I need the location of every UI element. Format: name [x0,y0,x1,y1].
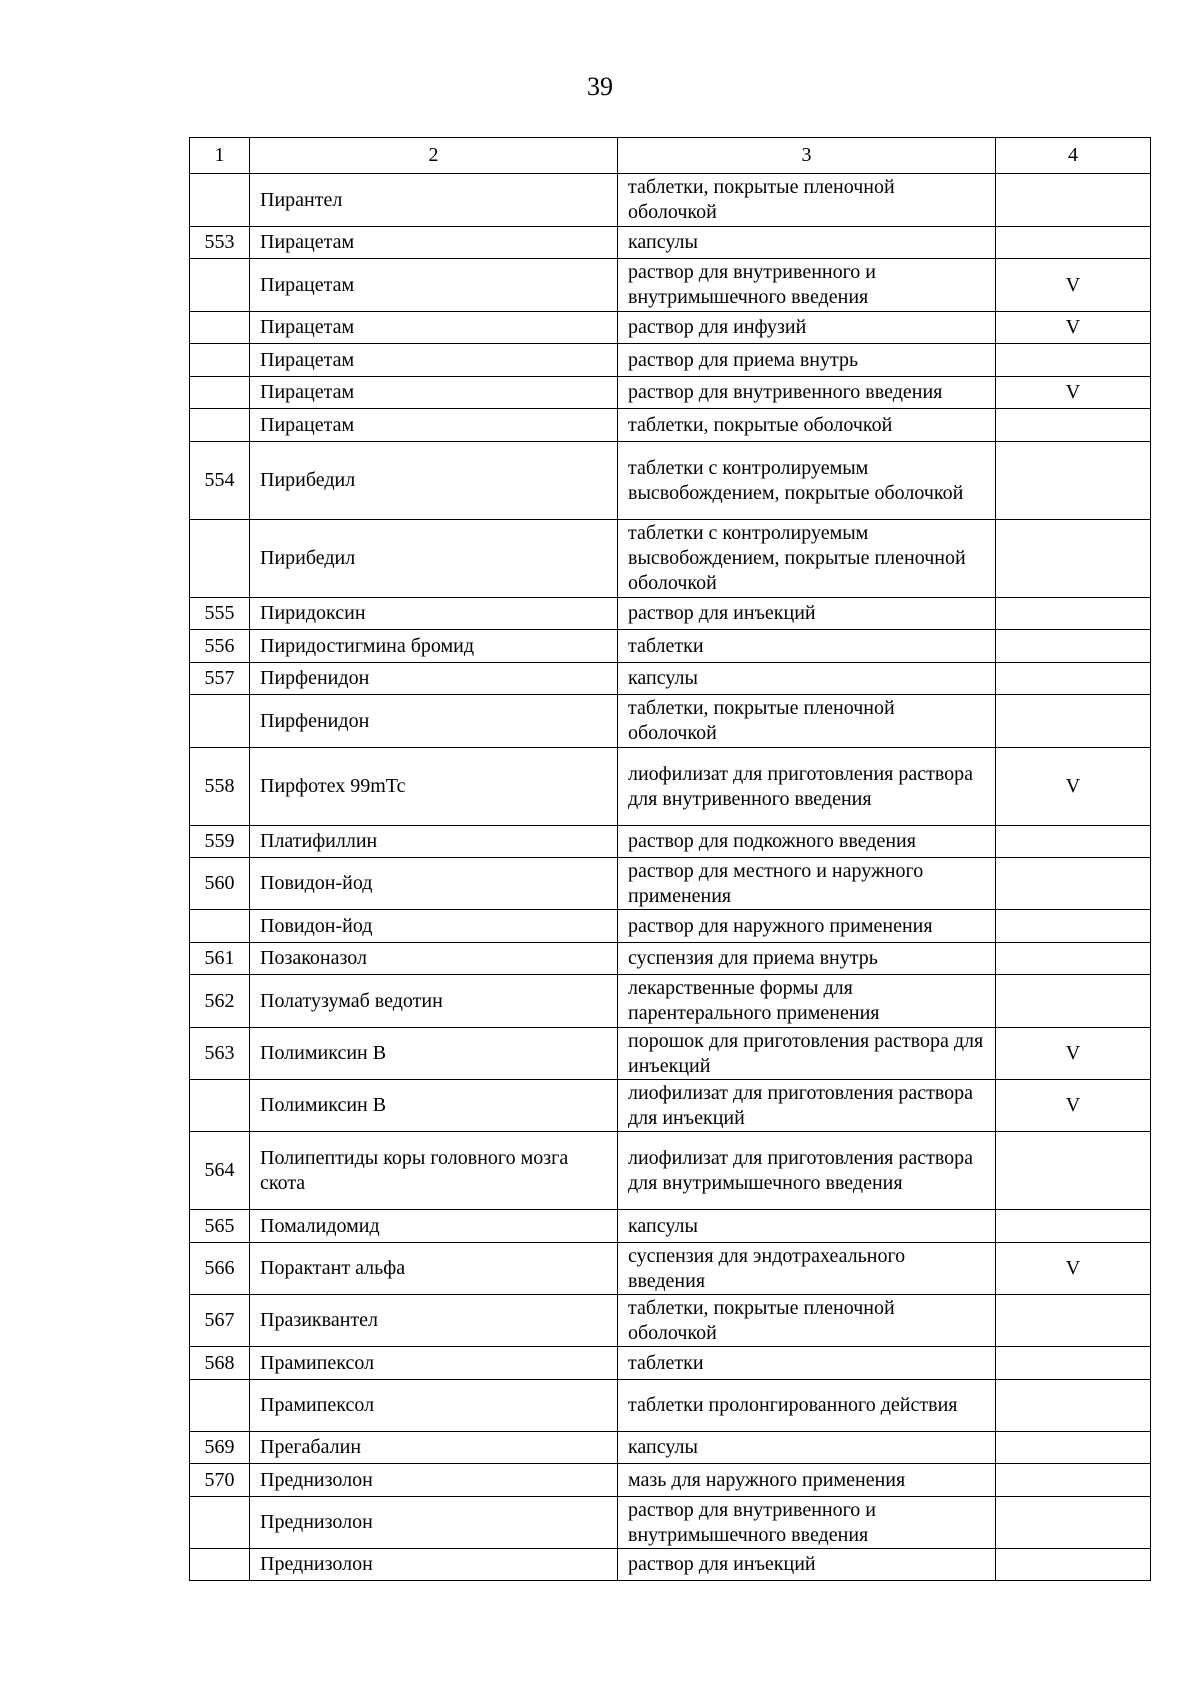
table-row [190,1080,1151,1132]
dosage-form-cell: раствор для внутривенного и внутримышечного введения [618,259,996,312]
row-number-cell [190,409,250,442]
mark-cell [996,1497,1151,1549]
drug-name-cell: Порактант альфа [250,1243,618,1295]
table-row [190,174,1151,227]
row-number-cell: 570 [190,1464,250,1497]
row-number-cell: 557 [190,663,250,695]
mark-cell [996,442,1151,520]
row-number-cell [190,910,250,943]
table-row [190,1464,1151,1497]
table-row [190,1380,1151,1432]
dosage-form-cell: раствор для инъекций [618,1549,996,1581]
mark-cell: V [996,259,1151,312]
dosage-form-cell: таблетки [618,630,996,663]
row-number-cell: 566 [190,1243,250,1295]
drug-name-cell: Помалидомид [250,1210,618,1243]
dosage-form-cell: таблетки, покрытые пленочной оболочкой [618,174,996,227]
dosage-form-cell: раствор для приема внутрь [618,344,996,377]
row-number-cell: 567 [190,1295,250,1347]
drug-name-cell: Пирантел [250,174,618,227]
mark-cell [996,943,1151,975]
dosage-form-cell: лиофилизат для приготовления раствора для инъекций [618,1080,996,1132]
drug-name-cell: Повидон-йод [250,910,618,943]
dosage-form-cell: суспензия для эндотрахеального введения [618,1243,996,1295]
row-number-cell: 569 [190,1432,250,1464]
dosage-form-cell: лиофилизат для приготовления раствора для внутримышечного введения [618,1132,996,1210]
table-row [190,975,1151,1028]
drug-name-cell: Прамипексол [250,1347,618,1380]
table-row [190,1497,1151,1549]
drug-name-cell: Полипептиды коры головного мозга скота [250,1132,618,1210]
table-row [190,1243,1151,1295]
drug-name-cell: Прамипексол [250,1380,618,1432]
drug-name-cell: Пиридостигмина бромид [250,630,618,663]
header-col-4: 4 [996,138,1151,174]
drug-name-cell: Пирацетам [250,344,618,377]
table-row [190,344,1151,377]
mark-cell [996,826,1151,858]
row-number-cell: 564 [190,1132,250,1210]
table-row [190,227,1151,259]
table-row [190,663,1151,695]
mark-cell [996,598,1151,630]
table-header-row [190,138,1151,174]
drug-name-cell: Пирацетам [250,312,618,344]
row-number-cell [190,1497,250,1549]
dosage-form-cell: раствор для местного и наружного применения [618,858,996,910]
table-body [190,174,1151,1581]
mark-cell [996,1380,1151,1432]
drug-name-cell: Платифиллин [250,826,618,858]
table-row [190,259,1151,312]
drug-name-cell: Пирфенидон [250,695,618,748]
table-row [190,858,1151,910]
mark-cell: V [996,377,1151,409]
drug-name-cell: Полимиксин В [250,1080,618,1132]
row-number-cell: 555 [190,598,250,630]
row-number-cell [190,344,250,377]
mark-cell [996,858,1151,910]
row-number-cell [190,1380,250,1432]
row-number-cell: 559 [190,826,250,858]
dosage-form-cell: таблетки, покрытые пленочной оболочкой [618,695,996,748]
row-number-cell [190,312,250,344]
dosage-form-cell: капсулы [618,1432,996,1464]
table-row [190,1549,1151,1581]
drug-name-cell: Преднизолон [250,1549,618,1581]
dosage-form-cell: лекарственные формы для парентерального применения [618,975,996,1028]
dosage-form-cell: раствор для инъекций [618,598,996,630]
row-number-cell [190,1080,250,1132]
dosage-form-cell: лиофилизат для приготовления раствора для внутривенного введения [618,748,996,826]
drug-name-cell: Пирфотех 99mTc [250,748,618,826]
row-number-cell: 556 [190,630,250,663]
table-row [190,695,1151,748]
drug-name-cell: Пирибедил [250,442,618,520]
mark-cell [996,174,1151,227]
row-number-cell: 568 [190,1347,250,1380]
row-number-cell: 558 [190,748,250,826]
drug-name-cell: Позаконазол [250,943,618,975]
drug-name-cell: Пирацетам [250,409,618,442]
row-number-cell [190,695,250,748]
row-number-cell: 553 [190,227,250,259]
drug-name-cell: Пиридоксин [250,598,618,630]
drug-name-cell: Пирфенидон [250,663,618,695]
page-number: 39 [587,72,613,101]
mark-cell [996,695,1151,748]
dosage-form-cell: порошок для приготовления раствора для инъекций [618,1028,996,1080]
drug-name-cell: Полатузумаб ведотин [250,975,618,1028]
dosage-form-cell: раствор для инфузий [618,312,996,344]
dosage-form-cell: раствор для внутривенного введения [618,377,996,409]
mark-cell [996,975,1151,1028]
drug-name-cell: Пирацетам [250,377,618,409]
row-number-cell [190,520,250,598]
table-row [190,312,1151,344]
table-row [190,910,1151,943]
table-row [190,943,1151,975]
mark-cell [996,520,1151,598]
table-row [190,1210,1151,1243]
table-row [190,377,1151,409]
table-row [190,1028,1151,1080]
mark-cell [996,1432,1151,1464]
mark-cell [996,663,1151,695]
mark-cell: V [996,312,1151,344]
table-row [190,1432,1151,1464]
row-number-cell: 560 [190,858,250,910]
header-col-3: 3 [618,138,996,174]
table-row [190,1295,1151,1347]
mark-cell: V [996,1028,1151,1080]
mark-cell [996,630,1151,663]
row-number-cell: 561 [190,943,250,975]
table-row [190,826,1151,858]
row-number-cell: 554 [190,442,250,520]
dosage-form-cell: таблетки с контролируемым высвобождением, покрытые пленочной оболочкой [618,520,996,598]
dosage-form-cell: капсулы [618,227,996,259]
drug-name-cell: Прегабалин [250,1432,618,1464]
drug-name-cell: Повидон-йод [250,858,618,910]
dosage-form-cell: раствор для внутривенного и внутримышечного введения [618,1497,996,1549]
mark-cell [996,409,1151,442]
drug-name-cell: Преднизолон [250,1497,618,1549]
table-row [190,598,1151,630]
drug-name-cell: Пирацетам [250,259,618,312]
dosage-form-cell: таблетки, покрытые пленочной оболочкой [618,1295,996,1347]
mark-cell [996,1549,1151,1581]
mark-cell [996,1464,1151,1497]
dosage-form-cell: капсулы [618,663,996,695]
table-row [190,409,1151,442]
row-number-cell [190,377,250,409]
mark-cell [996,1210,1151,1243]
mark-cell [996,1295,1151,1347]
mark-cell [996,1347,1151,1380]
table-row [190,1347,1151,1380]
drug-name-cell: Пирибедил [250,520,618,598]
row-number-cell: 562 [190,975,250,1028]
drug-name-cell: Пирацетам [250,227,618,259]
mark-cell [996,1132,1151,1210]
dosage-form-cell: суспензия для приема внутрь [618,943,996,975]
drug-name-cell: Преднизолон [250,1464,618,1497]
row-number-cell: 563 [190,1028,250,1080]
drug-name-cell: Полимиксин В [250,1028,618,1080]
dosage-form-cell: раствор для подкожного введения [618,826,996,858]
row-number-cell [190,174,250,227]
row-number-cell: 565 [190,1210,250,1243]
drug-name-cell: Празиквантел [250,1295,618,1347]
mark-cell: V [996,748,1151,826]
table-row [190,520,1151,598]
mark-cell [996,227,1151,259]
dosage-form-cell: таблетки с контролируемым высвобождением, покрытые оболочкой [618,442,996,520]
dosage-form-cell: капсулы [618,1210,996,1243]
dosage-form-cell: таблетки пролонгированного действия [618,1380,996,1432]
dosage-form-cell: мазь для наружного применения [618,1464,996,1497]
table-row [190,630,1151,663]
mark-cell [996,910,1151,943]
header-col-1: 1 [190,138,250,174]
row-number-cell [190,1549,250,1581]
dosage-form-cell: таблетки, покрытые оболочкой [618,409,996,442]
mark-cell: V [996,1243,1151,1295]
table-row [190,1132,1151,1210]
header-col-2: 2 [250,138,618,174]
row-number-cell [190,259,250,312]
drug-table [189,137,1151,1581]
table-row [190,748,1151,826]
dosage-form-cell: таблетки [618,1347,996,1380]
mark-cell [996,344,1151,377]
mark-cell: V [996,1080,1151,1132]
table-row [190,442,1151,520]
dosage-form-cell: раствор для наружного применения [618,910,996,943]
